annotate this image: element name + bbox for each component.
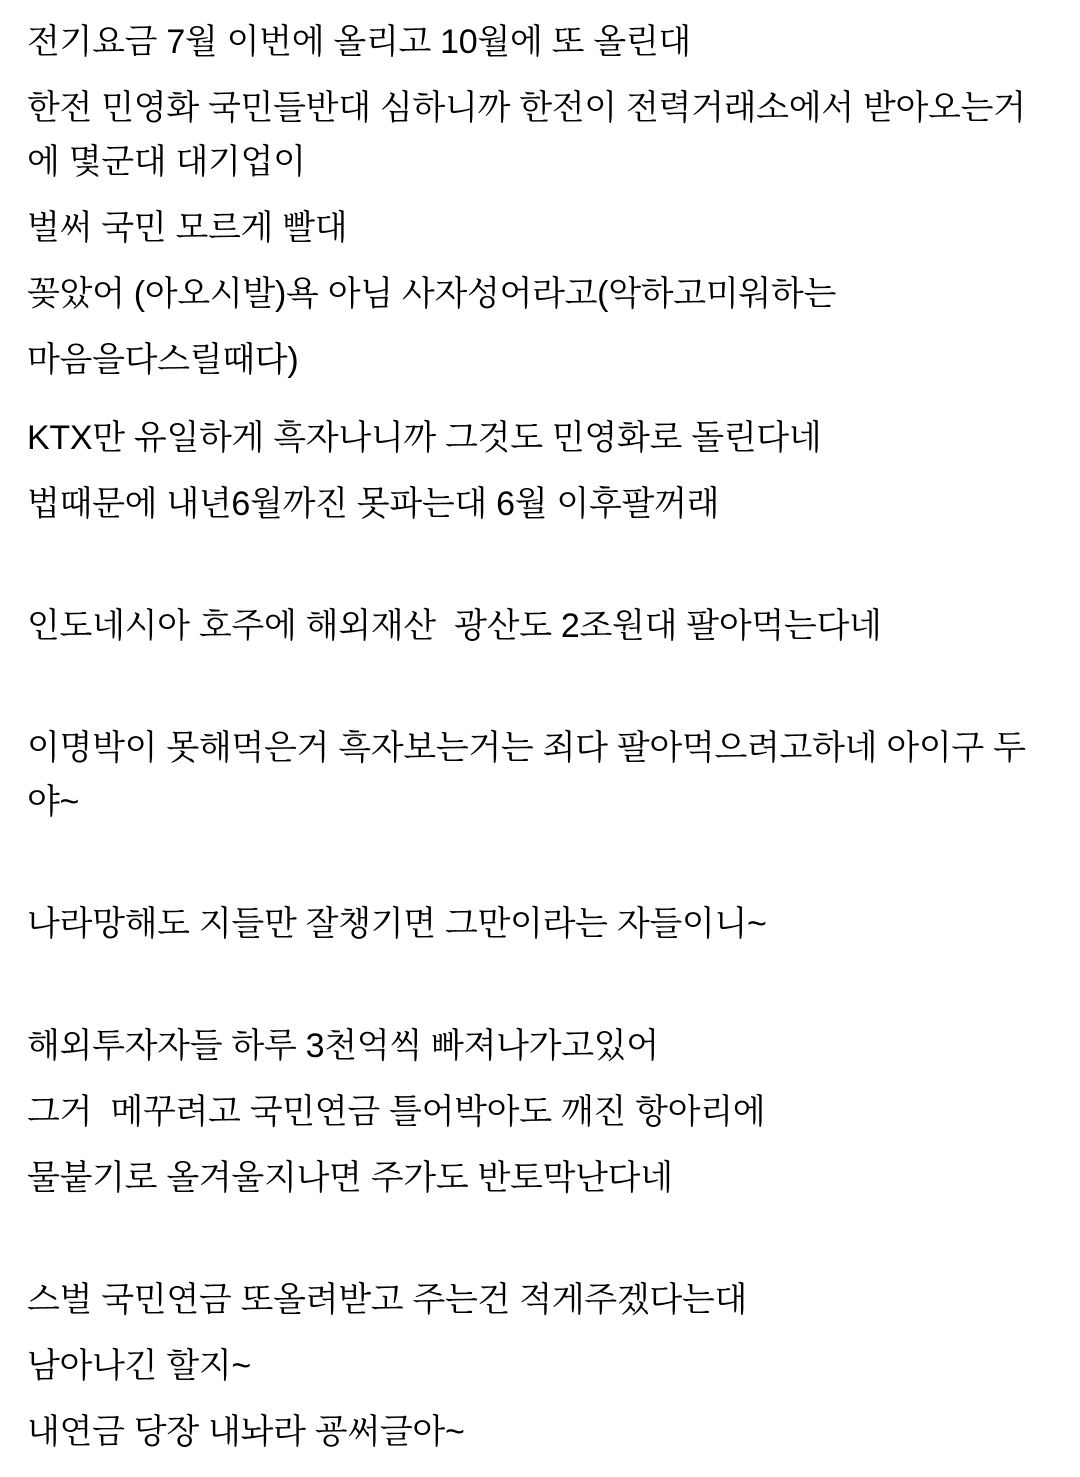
text-line: 한전 민영화 국민들반대 심하니까 한전이 전력거래소에서 받아오는거 bbox=[27, 89, 1026, 127]
text-line: 남아나긴 할지~ bbox=[27, 1347, 251, 1385]
text-line: 내연금 당장 내놔라 굥써글아~ bbox=[27, 1413, 465, 1451]
text-line: 이명박이 못해먹은거 흑자보는거는 죄다 팔아먹으려고하네 아이구 두 bbox=[27, 729, 1026, 767]
text-line: 꽂았어 (아오시발)욕 아님 사자성어라고(악하고미워하는 bbox=[27, 275, 837, 313]
text-line: 마음을다스릴때다) bbox=[27, 341, 299, 379]
text-line: KTX만 유일하게 흑자나니까 그것도 민영화로 돌린다네 bbox=[27, 419, 822, 457]
text-line: 해외투자자들 하루 3천억씩 빠져나가고있어 bbox=[27, 1027, 659, 1065]
text-line: 인도네시아 호주에 해외재산 광산도 2조원대 팔아먹는다네 bbox=[27, 607, 882, 645]
text-line: 물붙기로 올겨울지나면 주가도 반토막난다네 bbox=[27, 1159, 673, 1197]
text-line: 나라망해도 지들만 잘챙기면 그만이라는 자들이니~ bbox=[27, 905, 767, 943]
text-line: 법때문에 내년6월까진 못파는대 6월 이후팔꺼래 bbox=[27, 485, 720, 523]
text-line: 스벌 국민연금 또올려받고 주는건 적게주겠다는대 bbox=[27, 1281, 748, 1319]
text-line: 벌써 국민 모르게 빨대 bbox=[27, 209, 348, 247]
text-line: 그거 메꾸려고 국민연금 틀어박아도 깨진 항아리에 bbox=[27, 1093, 766, 1131]
text-line: 야~ bbox=[27, 783, 80, 821]
text-line: 전기요금 7월 이번에 올리고 10월에 또 올린대 bbox=[27, 23, 691, 61]
text-line: 에 몇군대 대기업이 bbox=[27, 143, 306, 181]
